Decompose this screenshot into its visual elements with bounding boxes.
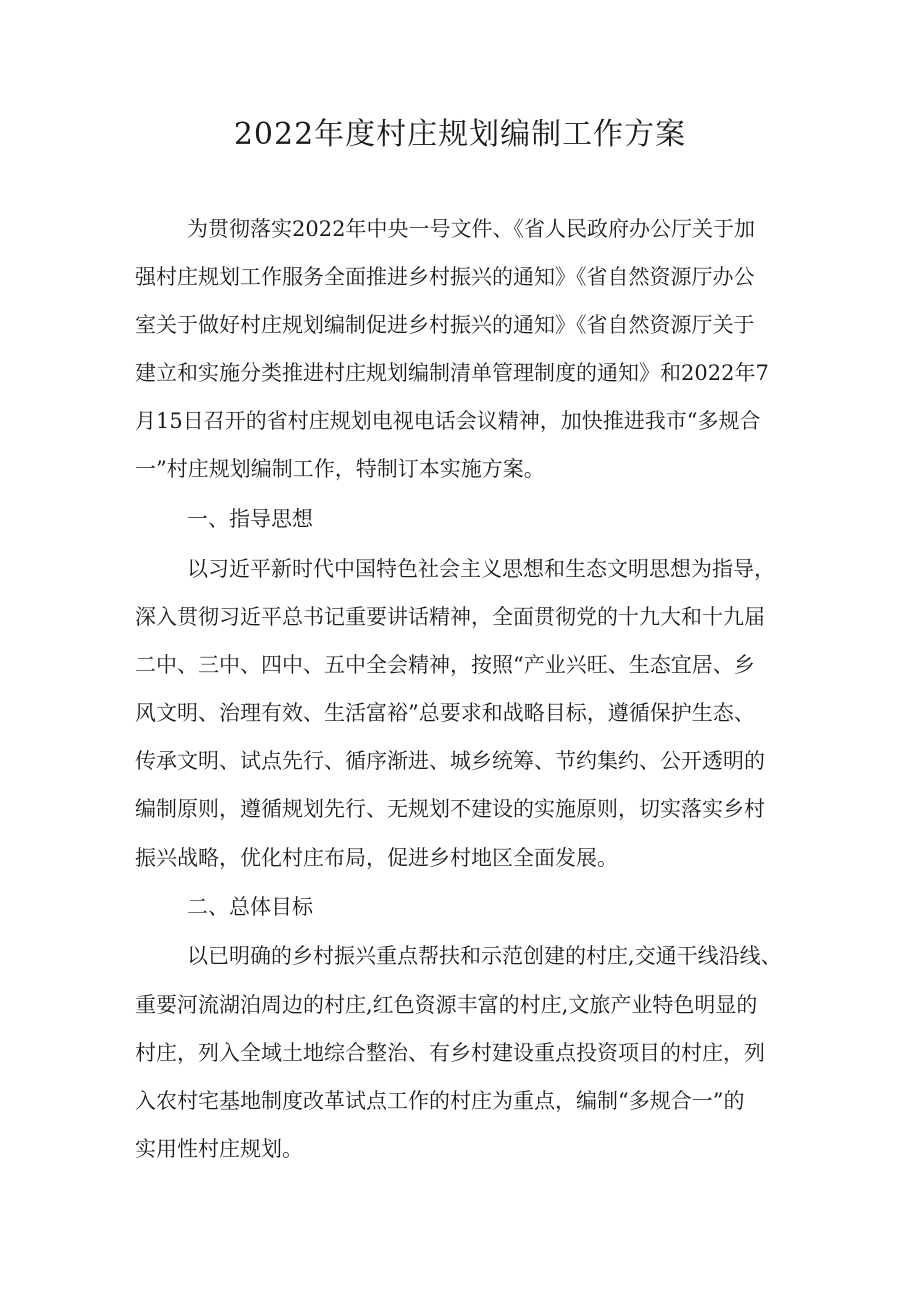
paragraph-line: 风文明、治理有效、生活富裕”总要求和战略目标，遵循保护生态、 [135,701,755,725]
paragraph-line: 二中、三中、四中、五中全会精神，按照“产业兴旺、生态宜居、乡 [135,653,755,677]
paragraph-line: 实用性村庄规划。 [135,1137,303,1161]
paragraph-line: 振兴战略，优化村庄布局，促进乡村地区全面发展。 [135,846,618,870]
paragraph-line: 月15日召开的省村庄规划电视电话会议精神，加快推进我市“多规合 [135,409,761,433]
paragraph-line: 村庄，列入全域土地综合整治、有乡村建设重点投资项目的村庄，列 [135,1041,765,1065]
paragraph-line: 为贯彻落实2022年中央一号文件、《省人民政府办公厅关于加 [187,217,755,241]
document-title: 2022年度村庄规划编制工作方案 [233,117,687,152]
paragraph-line: 编制原则，遵循规划先行、无规划不建设的实施原则，切实落实乡村 [135,797,765,821]
paragraph-line: 室关于做好村庄规划编制促进乡村振兴的通知》《省自然资源厅关于 [135,313,755,337]
paragraph-line: 深入贯彻习近平总书记重要讲话精神，全面贯彻党的十九大和十九届 [135,605,765,629]
paragraph-line: 以已明确的乡村振兴重点帮扶和示范创建的村庄,交通干线沿线、 [187,944,782,968]
paragraph-line: 强村庄规划工作服务全面推进乡村振兴的通知》《省自然资源厅办公 [135,265,755,289]
paragraph-line: 重要河流湖泊周边的村庄,红色资源丰富的村庄,文旅产业特色明显的 [135,993,758,1017]
section-heading-guiding-thought: 一、指导思想 [187,507,313,531]
paragraph-line: 传承文明、试点先行、循序渐进、城乡统筹、节约集约、公开透明的 [135,749,765,773]
paragraph-line: 一”村庄规划编制工作，特制订本实施方案。 [135,457,545,481]
paragraph-line: 入农村宅基地制度改革试点工作的村庄为重点，编制“多规合一”的 [135,1089,745,1113]
paragraph-line: 建立和实施分类推进村庄规划编制清单管理制度的通知》和2022年7 [135,361,769,385]
paragraph-line: 以习近平新时代中国特色社会主义思想和生态文明思想为指导， [187,557,775,581]
section-heading-overall-goal: 二、总体目标 [187,895,313,919]
